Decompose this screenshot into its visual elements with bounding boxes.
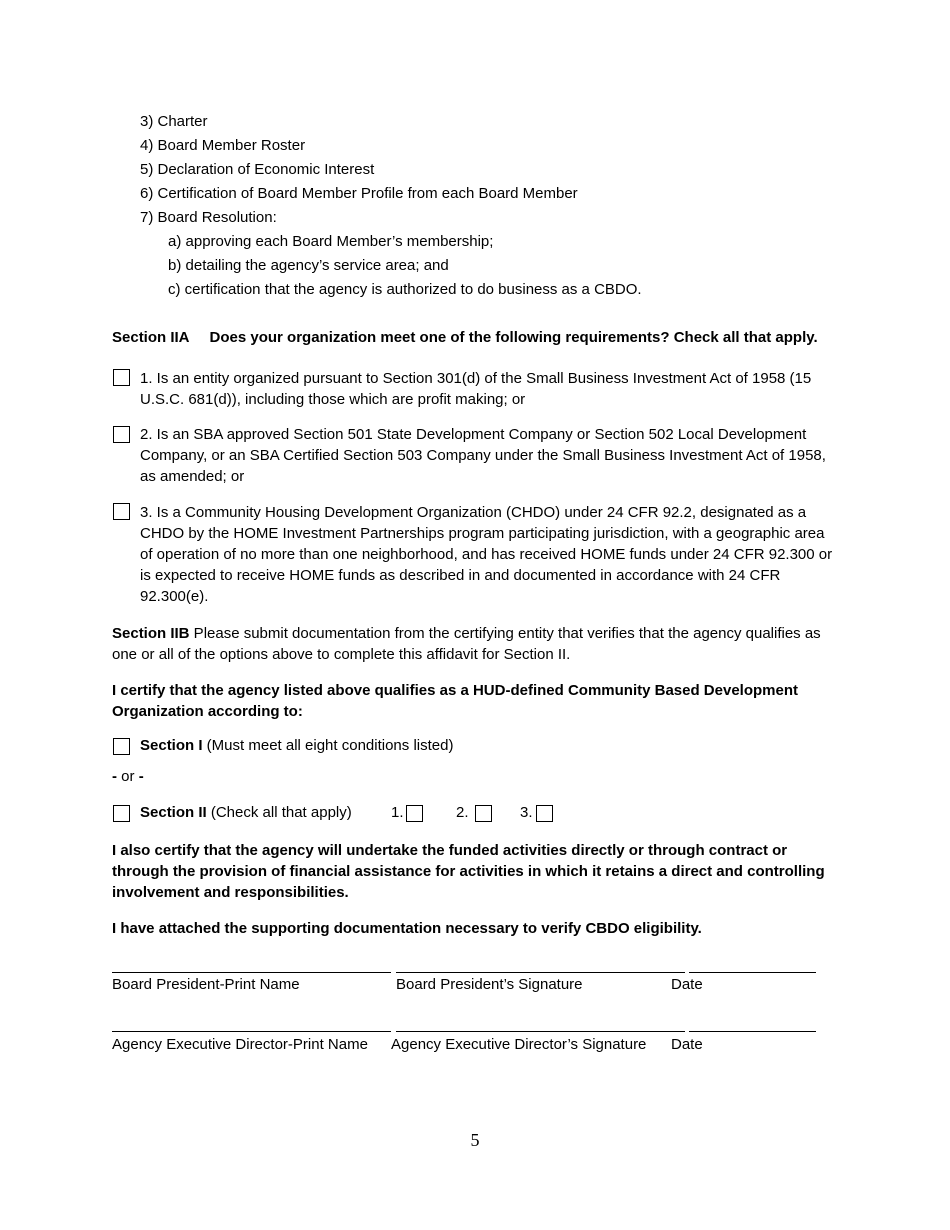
- section-iib-text: Please submit documentation from the certifying entity that verifies that the agency qualifies as one or all of the options above to complete this affidavit for Section II.: [112, 625, 821, 663]
- section-ii-label: Section II: [140, 804, 207, 821]
- section-iib-paragraph: [112, 623, 840, 665]
- page-number: 5: [470, 1130, 480, 1150]
- list-item-charter: 3) Charter: [140, 113, 208, 130]
- resolution-subitem-b: b) detailing the agency’s service area; and: [168, 257, 449, 274]
- list-item-economic-interest: 5) Declaration of Economic Interest: [140, 161, 375, 178]
- president-signature-line[interactable]: [396, 972, 685, 973]
- director-print-name-line[interactable]: [112, 1031, 391, 1032]
- section-i-checkbox[interactable]: [113, 738, 130, 755]
- section-iia-option-3-text: 3. Is a Community Housing Development Organization (CHDO) under 24 CFR 92.2, designated as a CHDO by the HOME Investment Partnerships program participating jurisdiction, with a geographic area of operation of no more than one neighborhood, and has received HOME funds under 24 CFR 92.300 or is expected to receive HOME funds as described in and documented in accordance with 24 CFR 92.300(e).: [140, 504, 833, 605]
- director-signature-line[interactable]: [396, 1031, 685, 1032]
- section-ii-sub-1-label: 1.: [391, 804, 404, 821]
- section-iia-question: Does your organization meet one of the following requirements? Check all that apply.: [209, 329, 818, 346]
- president-print-name-line[interactable]: [112, 972, 391, 973]
- or-word: or: [117, 768, 139, 785]
- or-dash-right: -: [138, 768, 144, 785]
- section-ii-sub-2-label: 2.: [456, 804, 469, 821]
- section-iia-heading: [112, 328, 818, 348]
- president-print-name-label: Board President-Print Name: [112, 976, 300, 993]
- section-iia-label: Section IIA: [112, 329, 190, 346]
- director-date-line[interactable]: [689, 1031, 816, 1032]
- director-print-name-label: Agency Executive Director-Print Name: [112, 1036, 368, 1053]
- certify-statement: I certify that the agency listed above qualifies as a HUD-defined Community Based Development Organization according to:: [112, 682, 799, 720]
- president-date-line[interactable]: [689, 972, 816, 973]
- resolution-subitem-c: c) certification that the agency is authorized to do business as a CBDO.: [168, 281, 642, 298]
- section-i-label: Section I: [140, 737, 203, 754]
- section-ii-note: (Check all that apply): [206, 804, 352, 821]
- resolution-subitem-a: a) approving each Board Member’s membership;: [168, 233, 494, 250]
- section-ii-sub-2-checkbox[interactable]: [475, 805, 492, 822]
- president-date-label: Date: [671, 976, 703, 993]
- list-item-board-resolution: 7) Board Resolution:: [140, 209, 277, 226]
- attached-documentation-statement: I have attached the supporting documentation necessary to verify CBDO eligibility.: [112, 920, 702, 937]
- section-ii-checkbox[interactable]: [113, 805, 130, 822]
- list-item-board-profile: 6) Certification of Board Member Profile from each Board Member: [140, 185, 578, 202]
- section-i-note: (Must meet all eight conditions listed): [202, 737, 454, 754]
- director-signature-label: Agency Executive Director’s Signature: [391, 1036, 647, 1053]
- list-item-board-roster: 4) Board Member Roster: [140, 137, 306, 154]
- section-iib-label: Section IIB: [112, 625, 190, 642]
- section-iia-option-1-text: 1. Is an entity organized pursuant to Section 301(d) of the Small Business Investment Act of 1958 (15 U.S.C. 681(d)), including those which are profit making; or: [140, 370, 812, 408]
- also-certify-statement: I also certify that the agency will undertake the funded activities directly or through contract or through the provision of financial assistance for activities in which it retains a direct and controlling involvement and responsibilities.: [112, 842, 825, 901]
- section-iia-option-2-text: 2. Is an SBA approved Section 501 State Development Company or Section 502 Local Development Company, or an SBA Certified Section 503 Company under the Small Business Investment Act of 1958, as amended; or: [140, 426, 826, 485]
- section-ii-sub-3-checkbox[interactable]: [536, 805, 553, 822]
- section-iia-option-1-checkbox[interactable]: [113, 369, 130, 386]
- or-dash-left: -: [112, 768, 117, 785]
- section-ii-sub-3-label: 3.: [520, 804, 533, 821]
- president-signature-label: Board President’s Signature: [396, 976, 583, 993]
- section-ii-option: [140, 803, 352, 823]
- section-i-option: [140, 736, 453, 756]
- section-ii-sub-1-checkbox[interactable]: [406, 805, 423, 822]
- section-iia-option-3-checkbox[interactable]: [113, 503, 130, 520]
- section-iia-option-2-checkbox[interactable]: [113, 426, 130, 443]
- or-separator: [112, 767, 144, 787]
- director-date-label: Date: [671, 1036, 703, 1053]
